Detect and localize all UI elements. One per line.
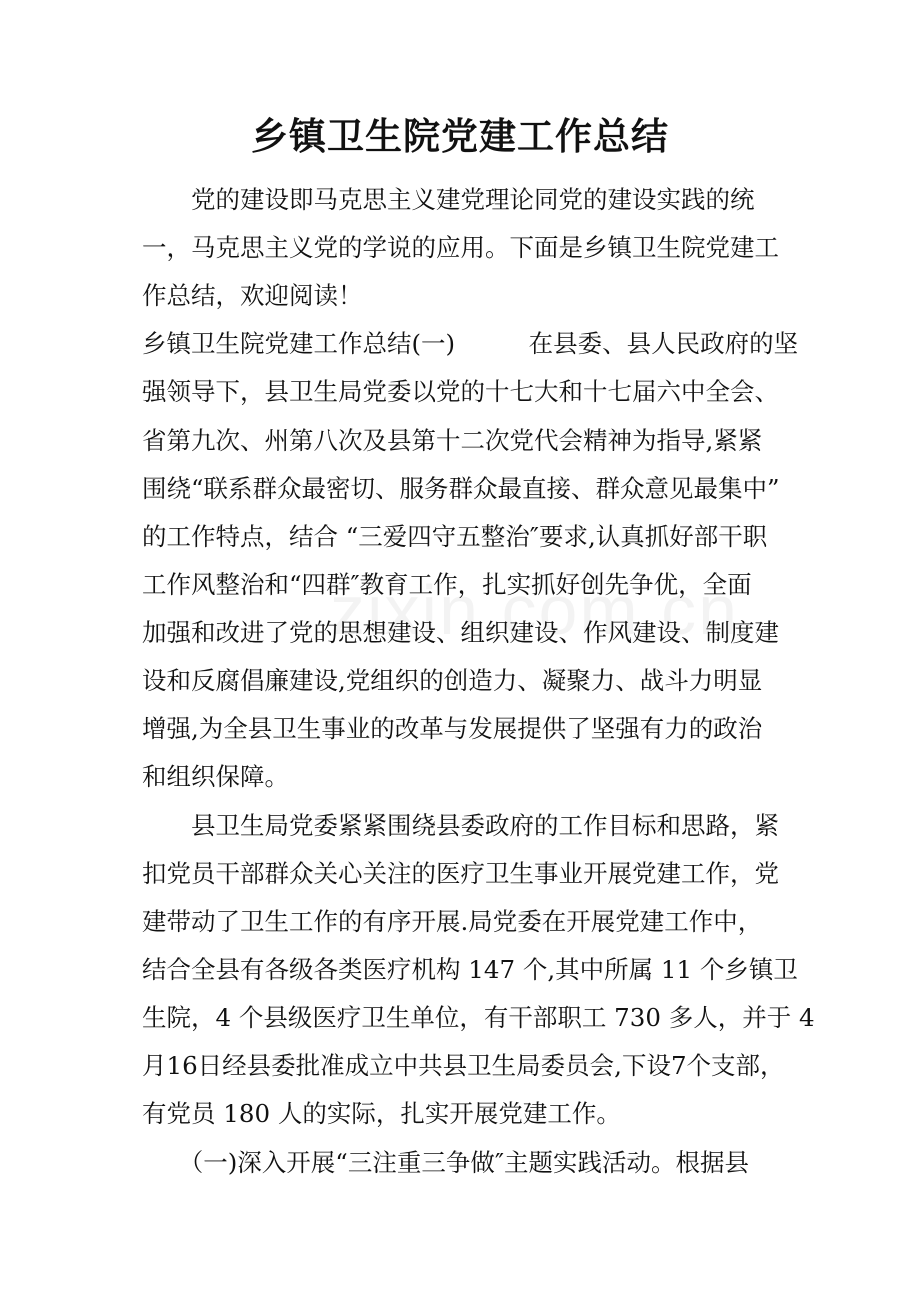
body-line: 扣党员干部群众关心关注的医疗卫生事业开展党建工作，党 [142,859,779,888]
body-line: 县卫生局党委紧紧围绕县委政府的工作目标和思路，紧 [142,811,779,840]
body-line: 有党员 180 人的实际，扎实开展党建工作。 [142,1099,621,1128]
body-line: 党的建设即马克思主义建党理论同党的建设实践的统 [142,185,755,214]
body-line: 建带动了卫生工作的有序开展.局党委在开展党建工作中， [142,907,763,936]
body-line: 增强,为全县卫生事业的改革与发展提供了坚强有力的政治 [142,714,763,743]
document-title: 乡镇卫生院党建工作总结 [251,114,669,158]
body-line: 一，马克思主义党的学说的应用。下面是乡镇卫生院党建工 [142,233,779,262]
body-line: 乡镇卫生院党建工作总结(一) 在县委、县人民政府的坚 [142,329,799,358]
body-line: 强领导下，县卫生局党委以党的十七大和十七届六中全会、 [142,377,779,406]
body-line: 结合全县有各级各类医疗机构 147 个,其中所属 11 个乡镇卫 [142,955,798,984]
body-line: 围绕“联系群众最密切、服务群众最直接、群众意见最集中” [142,474,780,503]
body-line: 加强和改进了党的思想建设、组织建设、作风建设、制度建 [142,618,779,647]
body-line: 工作风整治和“四群″教育工作，扎实抓好创先争优，全面 [142,570,752,599]
body-line: 生院，4 个县级医疗卫生单位，有干部职工 730 多人，并于 4 [142,1003,815,1032]
body-line: 设和反腐倡廉建设,党组织的创造力、凝聚力、战斗力明显 [142,666,763,695]
body-line: 省第九次、州第八次及县第十二次党代会精神为指导,紧紧 [142,426,763,455]
body-line: 的工作特点，结合 “三爱四守五整治″要求,认真抓好部干职 [142,522,768,551]
body-line: 和组织保障。 [142,762,289,791]
body-line: 月16日经县委批准成立中共县卫生局委员会,下设7个支部， [142,1051,785,1080]
body-line: （一)深入开展“三注重三争做″主题实践活动。根据县 [142,1148,749,1177]
body-line: 作总结，欢迎阅读！ [142,281,363,310]
